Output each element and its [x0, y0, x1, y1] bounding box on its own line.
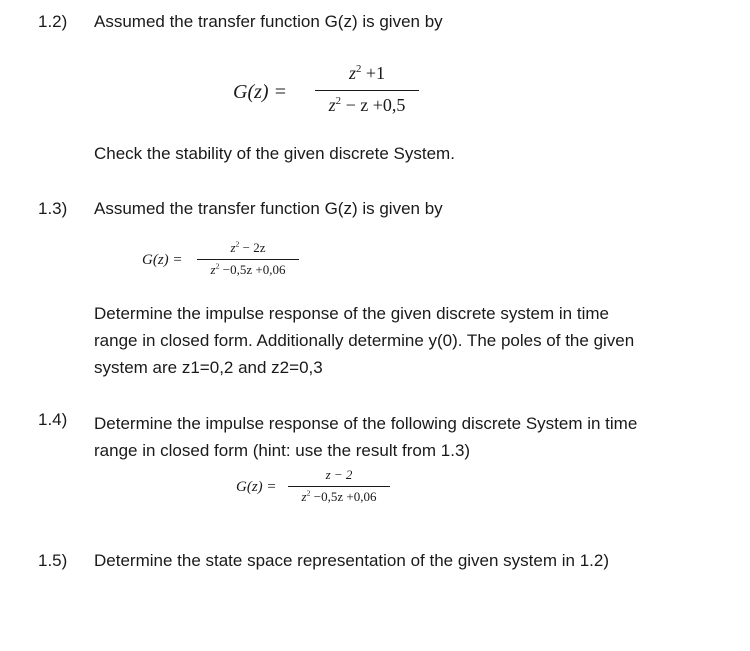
equation-numerator: $z^2 +1$ — [348, 63, 386, 83]
problem-1-3-number: 1.3) — [38, 199, 68, 218]
problem-1-2-task: Check the stability of the given discrete System. — [94, 144, 455, 163]
problem-1-3-equation — [142, 240, 307, 284]
problem-1-2-equation — [233, 63, 423, 123]
equation-numerator: $z^2 - 2z$ — [230, 239, 266, 255]
equation-lhs: G(z) = — [142, 252, 183, 268]
task-line: Determine the impulse response of the given discrete system in time — [94, 304, 609, 323]
equation-lhs: G(z) = — [233, 81, 288, 103]
problem-1-2-number: 1.2) — [38, 12, 68, 31]
problem-1-4-intro — [94, 410, 637, 464]
task-line: range in closed form. Additionally determine y(0). The poles of the given — [94, 331, 635, 350]
fraction-bar — [197, 259, 299, 260]
fraction-bar — [288, 486, 390, 487]
equation-denominator: $z^2 -0,5z +0,06$ — [210, 261, 286, 277]
equation-numerator: z − 2 — [325, 467, 353, 482]
fraction-bar — [315, 90, 419, 91]
problem-1-3-task — [94, 300, 634, 381]
problem-1-2-intro: Assumed the transfer function G(z) is given by — [94, 12, 443, 31]
problem-1-4-number: 1.4) — [38, 410, 68, 429]
equation-lhs: G(z) = — [236, 479, 277, 495]
equation-denominator: $z^2 - z +0,5$ — [328, 95, 406, 115]
problem-1-5-intro: Determine the state space representation of the given system in 1.2) — [94, 551, 609, 570]
problem-1-5-number: 1.5) — [38, 551, 68, 570]
intro-line: Determine the impulse response of the following discrete System in time — [94, 414, 638, 433]
problem-1-4-equation — [236, 467, 401, 511]
equation-denominator: $z^2 -0,5z +0,06$ — [301, 488, 377, 504]
intro-line: range in closed form (hint: use the result from 1.3) — [94, 441, 471, 460]
task-line: system are z1=0,2 and z2=0,3 — [94, 358, 323, 377]
problem-1-3-intro: Assumed the transfer function G(z) is given by — [94, 199, 443, 218]
